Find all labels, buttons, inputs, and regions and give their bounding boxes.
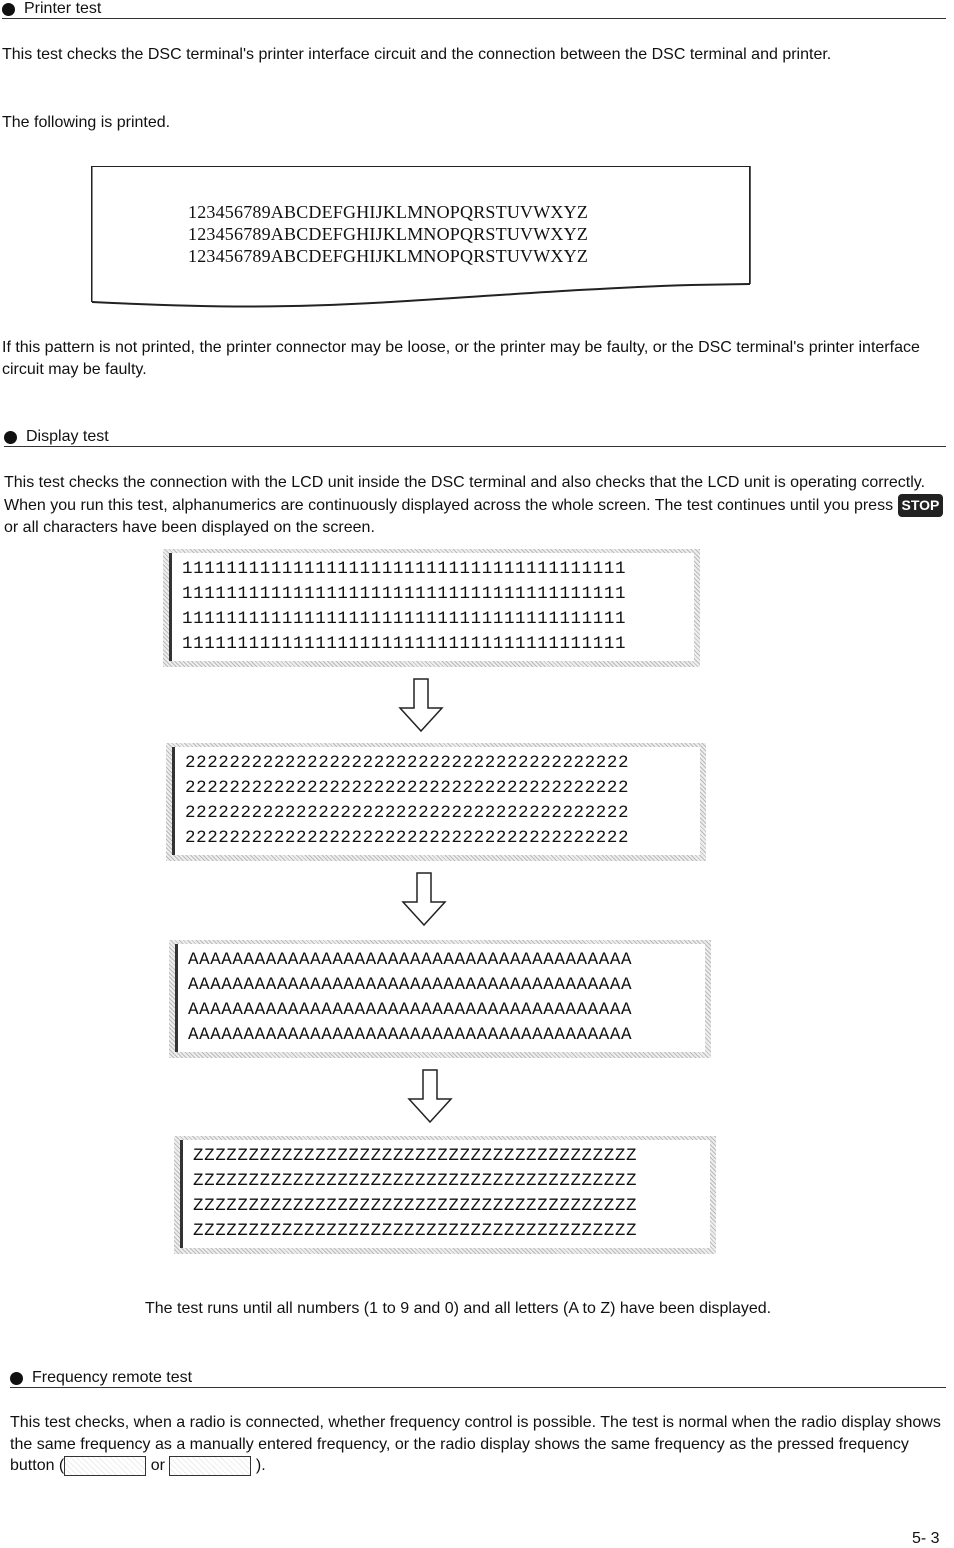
printer-test-para2: The following is printed.	[2, 114, 171, 131]
display-test-para-a: This test checks the connection with the LCD unit inside the DSC terminal and also checks that the LCD unit is operating correctly. When you run this test, alphanumerics are continuously displayed across the whole screen. The test continues until you press	[4, 474, 926, 514]
lcd-line: ZZZZZZZZZZZZZZZZZZZZZZZZZZZZZZZZZZZZZZZZ	[193, 1146, 638, 1166]
display-test-para-b: or all characters have been displayed on the screen.	[4, 519, 375, 536]
printer-test-title: Printer test	[24, 0, 102, 17]
frequency-test-rule	[10, 1387, 946, 1388]
down-arrow-icon	[398, 678, 458, 734]
display-test-caption: The test runs until all numbers (1 to 9 and 0) and all letters (A to Z) have been displayed.	[145, 1300, 772, 1317]
lcd-screen-letter-a	[169, 940, 711, 1058]
printer-test-para3: If this pattern is not printed, the printer connector may be loose, or the printer may be faulty, or the DSC terminal's printer interface circuit may be faulty.	[2, 339, 920, 378]
lcd-line: AAAAAAAAAAAAAAAAAAAAAAAAAAAAAAAAAAAAAAAA	[188, 950, 633, 970]
bullet-icon	[4, 431, 17, 444]
frequency-test-heading	[10, 1369, 192, 1387]
printout-sample	[91, 166, 751, 308]
printout-line: 123456789ABCDEFGHIJKLMNOPQRSTUVWXYZ	[188, 202, 589, 222]
lcd-screen-text	[172, 747, 700, 855]
display-test-heading	[4, 428, 109, 446]
down-arrow-icon	[407, 1069, 467, 1125]
lcd-screen-ones	[163, 549, 700, 667]
lcd-screen-text	[175, 944, 705, 1052]
printer-test-heading	[2, 0, 101, 18]
lcd-line: 1111111111111111111111111111111111111111	[182, 634, 627, 654]
display-test-para	[4, 472, 950, 539]
lcd-line: 1111111111111111111111111111111111111111	[182, 609, 627, 629]
frequency-button-icon	[169, 1456, 251, 1476]
lcd-line: 2222222222222222222222222222222222222222	[185, 803, 630, 823]
frequency-or-text: or	[150, 1457, 165, 1474]
lcd-line: AAAAAAAAAAAAAAAAAAAAAAAAAAAAAAAAAAAAAAAA	[188, 975, 633, 995]
bullet-icon	[2, 3, 15, 16]
lcd-screen-letter-z	[174, 1136, 716, 1254]
lcd-line: 2222222222222222222222222222222222222222	[185, 828, 630, 848]
display-test-title: Display test	[26, 428, 109, 445]
lcd-screen-twos	[166, 743, 706, 861]
frequency-test-para-end: ).	[255, 1457, 266, 1474]
lcd-line: 2222222222222222222222222222222222222222	[185, 778, 630, 798]
display-test-rule	[4, 446, 946, 447]
frequency-button-icon	[64, 1456, 146, 1476]
lcd-line: 2222222222222222222222222222222222222222	[185, 753, 630, 773]
lcd-screen-text	[169, 553, 694, 661]
lcd-line: AAAAAAAAAAAAAAAAAAAAAAAAAAAAAAAAAAAAAAAA	[188, 1000, 633, 1020]
stop-key-icon: STOP	[898, 494, 944, 518]
printout-lines	[188, 201, 588, 267]
bullet-icon	[10, 1372, 23, 1385]
lcd-line: 1111111111111111111111111111111111111111	[182, 584, 627, 604]
lcd-line: ZZZZZZZZZZZZZZZZZZZZZZZZZZZZZZZZZZZZZZZZ	[193, 1171, 638, 1191]
frequency-test-para-a: This test checks, when a radio is connected, whether frequency control is possible. The test is normal when the radio display shows the same frequency as a manually entered frequency, or the radio display shows the same frequency as the pressed frequency button (	[10, 1414, 941, 1474]
down-arrow-icon	[401, 872, 461, 928]
printer-test-rule	[2, 18, 946, 19]
printout-line: 123456789ABCDEFGHIJKLMNOPQRSTUVWXYZ	[188, 224, 589, 244]
printer-test-para1: This test checks the DSC terminal's printer interface circuit and the connection between the DSC terminal and printer.	[2, 46, 832, 63]
lcd-line: ZZZZZZZZZZZZZZZZZZZZZZZZZZZZZZZZZZZZZZZZ	[193, 1221, 638, 1241]
lcd-screen-text	[180, 1140, 710, 1248]
printout-line: 123456789ABCDEFGHIJKLMNOPQRSTUVWXYZ	[188, 246, 589, 266]
frequency-test-para	[10, 1412, 952, 1477]
lcd-line: ZZZZZZZZZZZZZZZZZZZZZZZZZZZZZZZZZZZZZZZZ	[193, 1196, 638, 1216]
frequency-test-title: Frequency remote test	[32, 1369, 193, 1386]
lcd-line: AAAAAAAAAAAAAAAAAAAAAAAAAAAAAAAAAAAAAAAA	[188, 1025, 633, 1045]
page-number: 5- 3	[912, 1530, 940, 1547]
lcd-line: 1111111111111111111111111111111111111111	[182, 559, 627, 579]
